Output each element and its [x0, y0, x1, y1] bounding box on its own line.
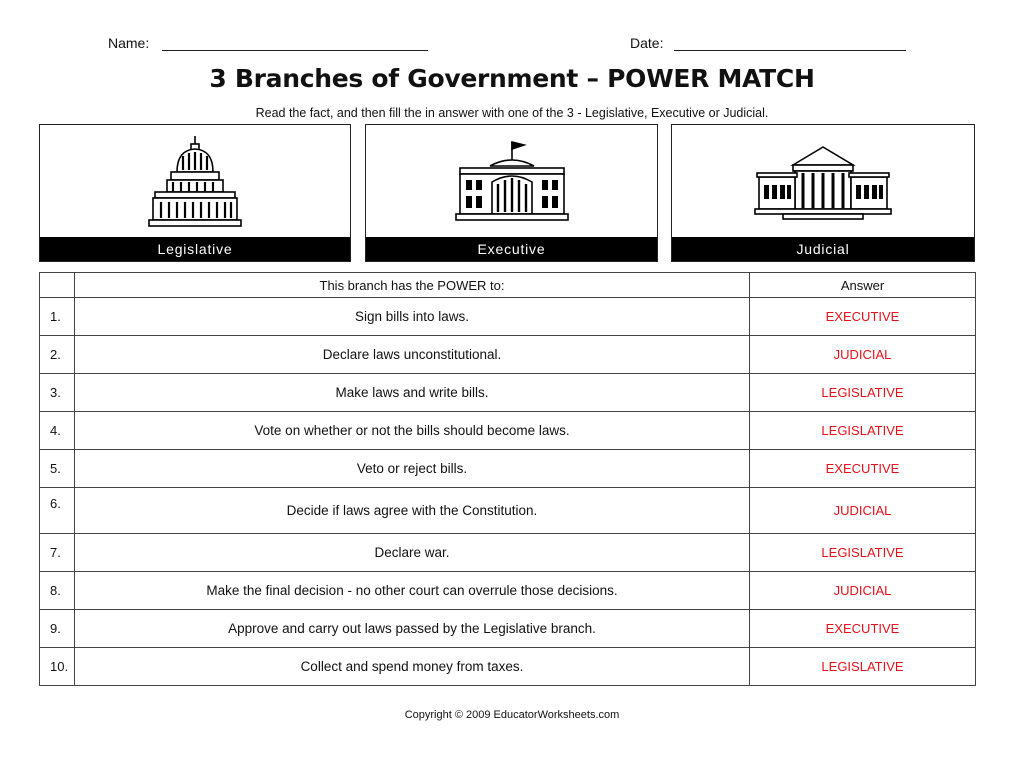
- answer-cell[interactable]: JUDICIAL: [750, 572, 976, 610]
- table-row: [40, 298, 976, 336]
- table-row: [40, 450, 976, 488]
- date-blank-line[interactable]: [674, 50, 906, 51]
- instructions: Read the fact, and then fill the in answer with one of the 3 - Legislative, Executive or Judicial.: [255, 106, 769, 120]
- branch-label-legislative: Legislative: [40, 237, 350, 261]
- row-number: 1.: [40, 298, 75, 336]
- table-row: [40, 412, 976, 450]
- capitol-building-icon: [145, 132, 245, 230]
- answer-cell[interactable]: EXECUTIVE: [750, 450, 976, 488]
- table-row: [40, 374, 976, 412]
- branch-label-executive: Executive: [366, 237, 657, 261]
- row-number: 9.: [40, 610, 75, 648]
- row-number: 10.: [40, 648, 75, 686]
- power-fact: Sign bills into laws.: [75, 298, 750, 336]
- table-row: [40, 610, 976, 648]
- power-fact: Declare war.: [75, 534, 750, 572]
- power-fact: Decide if laws agree with the Constitution.: [75, 488, 750, 534]
- row-number: 7.: [40, 534, 75, 572]
- table-row: [40, 336, 976, 374]
- number-header: [40, 273, 75, 298]
- table-row: [40, 534, 976, 572]
- answer-cell[interactable]: EXECUTIVE: [750, 610, 976, 648]
- name-blank-line[interactable]: [162, 50, 428, 51]
- table-row: [40, 648, 976, 686]
- white-house-icon: [452, 136, 572, 226]
- row-number: 2.: [40, 336, 75, 374]
- power-column-header: This branch has the POWER to:: [75, 273, 750, 298]
- power-match-table: [39, 272, 976, 686]
- branch-label-judicial: Judicial: [672, 237, 974, 261]
- courthouse-icon: [753, 139, 893, 223]
- row-number: 4.: [40, 412, 75, 450]
- answer-cell[interactable]: JUDICIAL: [750, 336, 976, 374]
- answer-column-header: Answer: [750, 273, 976, 298]
- row-number: 3.: [40, 374, 75, 412]
- name-label: Name:: [108, 35, 150, 51]
- power-fact: Make the final decision - no other court can overrule those decisions.: [75, 572, 750, 610]
- answer-cell[interactable]: JUDICIAL: [750, 488, 976, 534]
- answer-cell[interactable]: LEGISLATIVE: [750, 648, 976, 686]
- answer-cell[interactable]: LEGISLATIVE: [750, 534, 976, 572]
- table-row: [40, 572, 976, 610]
- answer-cell[interactable]: LEGISLATIVE: [750, 374, 976, 412]
- table-row: [40, 488, 976, 534]
- page-title: 3 Branches of Government – POWER MATCH: [209, 64, 815, 93]
- power-fact: Vote on whether or not the bills should become laws.: [75, 412, 750, 450]
- power-fact: Approve and carry out laws passed by the Legislative branch.: [75, 610, 750, 648]
- row-number: 8.: [40, 572, 75, 610]
- branch-card-executive: [365, 124, 658, 262]
- branch-card-judicial: [671, 124, 975, 262]
- branch-card-legislative: [39, 124, 351, 262]
- date-label: Date:: [630, 35, 664, 51]
- power-fact: Declare laws unconstitutional.: [75, 336, 750, 374]
- row-number: 5.: [40, 450, 75, 488]
- power-fact: Veto or reject bills.: [75, 450, 750, 488]
- copyright-footer: Copyright © 2009 EducatorWorksheets.com: [404, 709, 620, 721]
- power-fact: Collect and spend money from taxes.: [75, 648, 750, 686]
- row-number: 6.: [40, 488, 75, 534]
- table-header-row: [40, 273, 976, 298]
- power-fact: Make laws and write bills.: [75, 374, 750, 412]
- answer-cell[interactable]: LEGISLATIVE: [750, 412, 976, 450]
- answer-cell[interactable]: EXECUTIVE: [750, 298, 976, 336]
